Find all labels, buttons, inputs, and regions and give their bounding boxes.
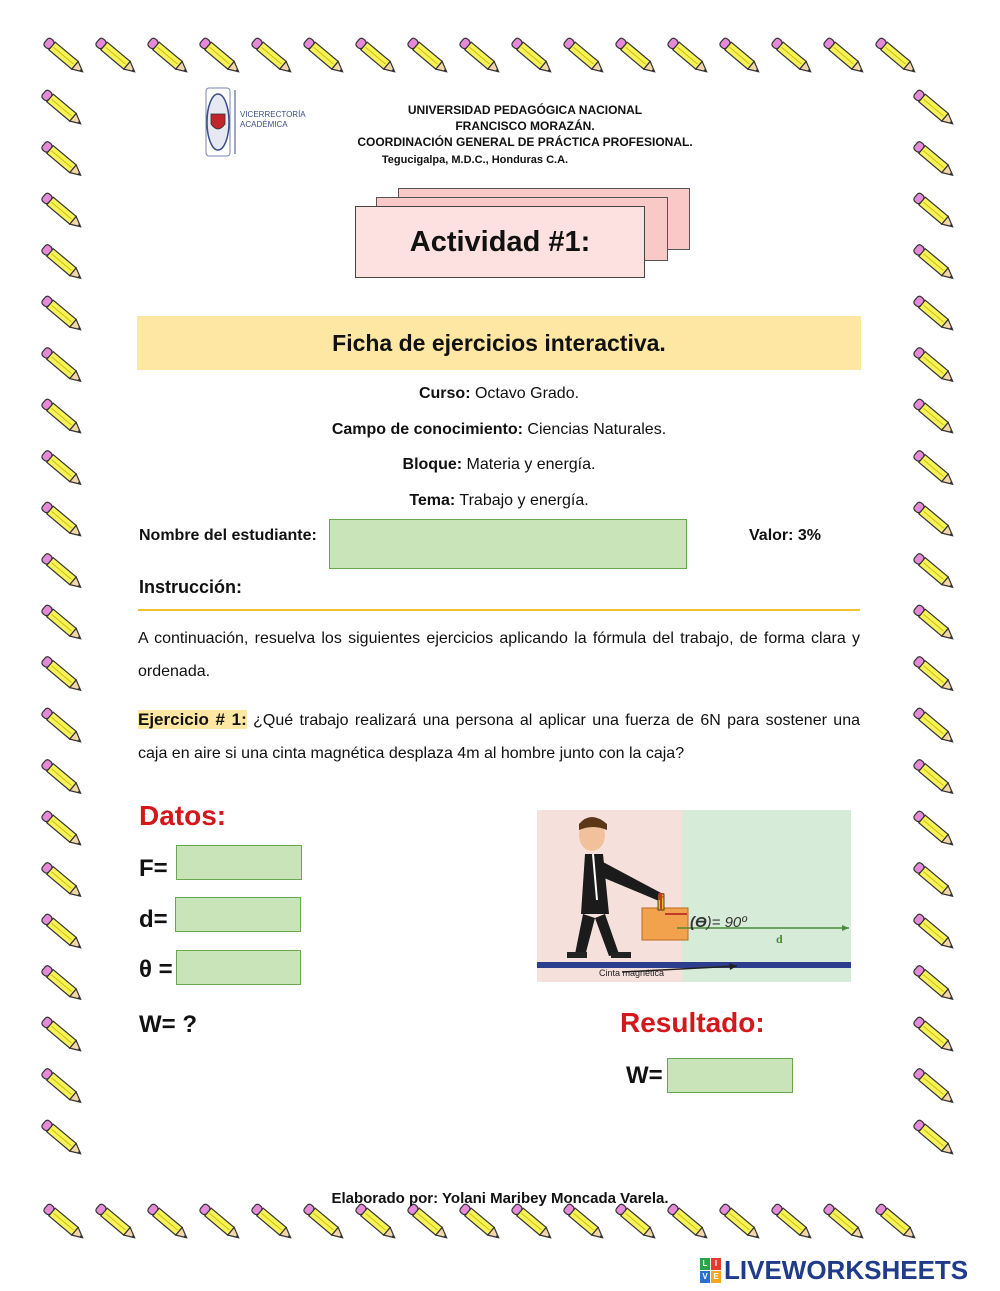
pencil-icon <box>913 862 956 901</box>
pencil-icon <box>615 37 658 76</box>
pencil-icon <box>41 1016 84 1055</box>
pencil-icon <box>147 37 190 76</box>
badge-letter: I <box>711 1258 721 1270</box>
pencil-icon <box>875 1203 918 1242</box>
author-credit: Elaborado por: Yolani Maribey Moncada Varela. <box>331 1190 669 1207</box>
distance-label: d <box>776 932 783 946</box>
badge-letter: L <box>700 1258 710 1270</box>
info-campo <box>137 421 861 439</box>
pencil-icon <box>41 141 84 180</box>
curso-label: Curso: <box>418 385 471 402</box>
pencil-icon <box>667 37 710 76</box>
pencil-icon <box>41 398 84 437</box>
pencil-icon <box>41 604 84 643</box>
d-input[interactable] <box>175 897 301 932</box>
pencil-icon <box>43 1203 86 1242</box>
activity-title: Actividad #1: <box>355 206 645 278</box>
pencil-icon <box>459 37 502 76</box>
pencil-icon <box>41 965 84 1004</box>
force-label: F <box>658 892 665 903</box>
liveworksheets-logo-text: LIVEWORKSHEETS <box>724 1254 969 1285</box>
instruction-heading: Instrucción: <box>139 577 243 597</box>
header-line-3: COORDINACIÓN GENERAL DE PRÁCTICA PROFESIONAL. <box>357 135 693 149</box>
pencil-icon <box>41 244 84 283</box>
header-line-4: Tegucigalpa, M.D.C., Honduras C.A. <box>381 154 569 166</box>
valor-label: Valor: 3% <box>749 527 822 544</box>
pencil-icon <box>41 89 84 128</box>
pencil-icon <box>913 810 956 849</box>
pencil-icon <box>251 37 294 76</box>
pencil-icon <box>41 1119 84 1158</box>
pencil-icon <box>511 37 554 76</box>
instruction-text: A continuación, resuelva los siguientes ejercicios aplicando la fórmula del trabajo, de forma clara y ordenada. <box>138 630 860 680</box>
liveworksheets-badge-icon <box>700 1258 721 1283</box>
pencil-icon <box>407 37 450 76</box>
pencil-icon <box>41 501 84 540</box>
bloque-value: Materia y energía. <box>466 456 596 473</box>
bloque-label: Bloque: <box>402 456 463 473</box>
pencil-icon <box>251 1203 294 1242</box>
pencil-icon <box>563 1203 606 1242</box>
pencil-icon <box>823 37 866 76</box>
pencil-icon <box>615 1203 658 1242</box>
pencil-icon <box>719 37 762 76</box>
pencil-icon <box>913 656 956 695</box>
pencil-icon <box>913 347 956 386</box>
instruction-divider <box>138 609 860 611</box>
pencil-icon <box>913 398 956 437</box>
pencil-icon <box>355 1203 398 1242</box>
pencil-icon <box>41 347 84 386</box>
student-name-label: Nombre del estudiante: <box>139 527 317 544</box>
pencil-icon <box>303 37 346 76</box>
pencil-icon <box>913 450 956 489</box>
pencil-icon <box>563 37 606 76</box>
pencil-icon <box>823 1203 866 1242</box>
logo-line-1: VICERRECTORÍA <box>240 110 306 119</box>
pencil-icon <box>913 759 956 798</box>
badge-letter: V <box>700 1271 710 1283</box>
pencil-icon <box>355 37 398 76</box>
pencil-icon <box>41 810 84 849</box>
pencil-icon <box>43 37 86 76</box>
header-line-2: FRANCISCO MORAZÁN. <box>455 119 595 133</box>
theta-eq: )= 90º <box>706 914 747 931</box>
pencil-icon <box>913 707 956 746</box>
pencil-icon <box>913 1068 956 1107</box>
resultado-heading: Resultado: <box>620 1007 765 1038</box>
pencil-icon <box>95 1203 138 1242</box>
pencil-icon <box>913 141 956 180</box>
pencil-icon <box>199 1203 242 1242</box>
pencil-icon <box>41 553 84 592</box>
pencil-icon <box>913 192 956 231</box>
belt-label: Cinta magnética <box>599 968 665 978</box>
pencil-icon <box>95 37 138 76</box>
w-unknown-label: W= ? <box>139 1011 197 1038</box>
exercise-text: ¿Qué trabajo realizará una persona al aplicar una fuerza de 6N para sostener una caja en aire si una cinta magnética desplaza 4m al hombre junto con la caja? <box>138 712 861 762</box>
curso-value: Octavo Grado. <box>474 385 580 402</box>
pencil-icon <box>41 192 84 231</box>
pencil-icon <box>913 965 956 1004</box>
worksheet-title: Ficha de ejercicios interactiva. <box>137 316 861 370</box>
badge-letter: E <box>711 1271 721 1283</box>
d-label: d= <box>139 906 168 933</box>
header-line-1: UNIVERSIDAD PEDAGÓGICA NACIONAL <box>407 103 643 117</box>
logo-caption <box>240 110 306 130</box>
pencil-icon <box>667 1203 710 1242</box>
pencil-icon <box>913 295 956 334</box>
f-input[interactable] <box>176 845 302 880</box>
pencil-icon <box>199 37 242 76</box>
tema-label: Tema: <box>409 492 456 509</box>
pencil-icon <box>771 1203 814 1242</box>
pencil-icon <box>41 450 84 489</box>
campo-label: Campo de conocimiento: <box>331 421 523 438</box>
pencil-icon <box>147 1203 190 1242</box>
pencil-icon <box>511 1203 554 1242</box>
pencil-icon <box>41 759 84 798</box>
pencil-icon <box>875 37 918 76</box>
pencil-icon <box>913 1119 956 1158</box>
datos-heading: Datos: <box>139 800 227 831</box>
theta-symbol: ϴ <box>695 914 707 931</box>
pencil-icon <box>913 501 956 540</box>
f-label: F= <box>139 855 168 882</box>
pencil-icon <box>41 707 84 746</box>
exercise-label: Ejercicio # 1: <box>138 710 247 729</box>
pencil-icon <box>41 656 84 695</box>
pencil-icon <box>407 1203 450 1242</box>
pencil-icon <box>771 37 814 76</box>
pencil-icon <box>41 1068 84 1107</box>
pencil-icon <box>913 1016 956 1055</box>
theta-annotation <box>690 914 747 931</box>
pencil-icon <box>303 1203 346 1242</box>
logo-line-2: ACADÉMICA <box>240 120 288 129</box>
pencil-icon <box>913 553 956 592</box>
student-name-input[interactable] <box>329 519 687 569</box>
pencil-icon <box>913 604 956 643</box>
campo-value: Ciencias Naturales. <box>527 421 667 438</box>
pencil-icon <box>913 913 956 952</box>
pencil-icon <box>913 89 956 128</box>
work-illustration <box>537 810 851 982</box>
theta-paren: ( <box>690 914 695 931</box>
liveworksheets-brand <box>700 1256 995 1284</box>
w-result-input[interactable] <box>667 1058 793 1093</box>
pencil-icon <box>41 295 84 334</box>
info-curso <box>137 385 861 403</box>
pencil-icon <box>719 1203 762 1242</box>
pencil-icon <box>41 913 84 952</box>
pencil-icon <box>459 1203 502 1242</box>
w-result-label: W= <box>626 1062 663 1089</box>
theta-label: θ = <box>139 956 173 983</box>
theta-input[interactable] <box>176 950 301 985</box>
exercise-paragraph <box>138 703 860 770</box>
tema-value: Trabajo y energía. <box>459 492 589 509</box>
pencil-icon <box>41 862 84 901</box>
pencil-icon <box>913 244 956 283</box>
info-tema <box>137 492 861 510</box>
info-bloque <box>137 456 861 474</box>
